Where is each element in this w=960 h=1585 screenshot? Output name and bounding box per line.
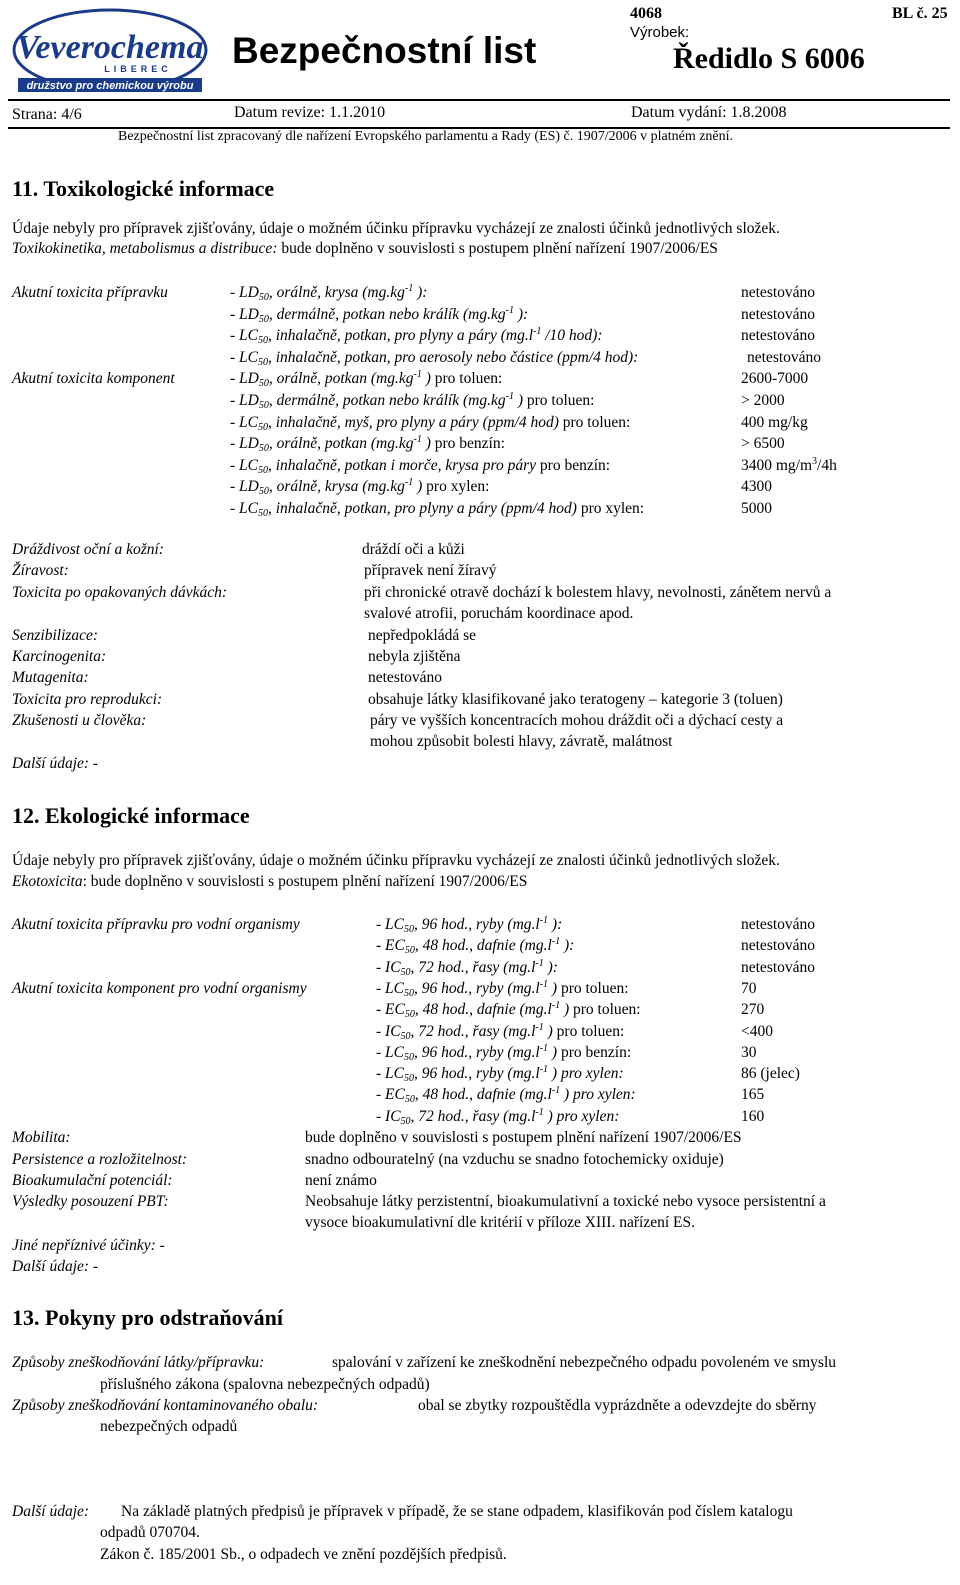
- property-value: netestováno: [368, 669, 443, 686]
- toxicity-row: - $LC_{50}$, inhalačně, potkan i morče, krysa pro páry pro benzín:: [230, 456, 611, 476]
- bl-number: BL č. 25: [892, 5, 948, 22]
- toxicity-value: netestováno: [741, 284, 816, 301]
- s12-ecotoxicity: Ekotoxicita: bude doplněno v souvislosti s postupem plnění nařízení 1907/2006/ES: [12, 873, 528, 890]
- property-label: Persistence a rozložitelnost:: [12, 1151, 188, 1168]
- header-divider-bottom: [8, 127, 950, 129]
- property-label: Mutagenita:: [12, 669, 89, 686]
- toxicity-value: > 2000: [741, 392, 785, 409]
- regulation-note: Bezpečnostní list zpracovaný dle nařízení Evropského parlamentu a Rady (ES) č. 1907/2006 v platném znění.: [118, 129, 734, 144]
- s11-intro: Údaje nebyly pro přípravek zjišťovány, údaje o možném účinku přípravku vycházejí ze znalosti účinků jednotlivých složek.: [12, 220, 780, 237]
- s13-packaging-text-2: nebezpečných odpadů: [100, 1418, 238, 1435]
- property-label: Zkušenosti u člověka:: [12, 712, 147, 729]
- toxicity-value: netestováno: [741, 305, 816, 323]
- property-value: snadno odbouratelný (na vzduchu se snadno fotochemicky oxiduje): [305, 1151, 724, 1168]
- issue-date: Datum vydání: 1.8.2008: [631, 104, 787, 121]
- toxicity-row: - $LC_{50}$, inhalačně, potkan, pro plyny a páry ($mg.l^{-1}$ /10 hod):: [230, 326, 603, 347]
- toxicity-row: - $EC_{50}$, 48 hod., dafnie ($mg.l^{-1}$ ) pro toluen:: [376, 1000, 641, 1021]
- s11-acute-comp-label: Akutní toxicita komponent: [12, 370, 175, 387]
- section-11-title: 11. Toxikologické informace: [12, 176, 275, 201]
- property-value: přípravek není žíravý: [364, 562, 497, 579]
- toxicity-row: - $IC_{50}$, 72 hod., řasy ($mg.l^{-1}$ ) pro xylen:: [376, 1106, 620, 1127]
- s13-other-text-2: odpadů 070704.: [100, 1524, 200, 1541]
- s13-substance-label: Způsoby zneškodňování látky/přípravku:: [12, 1354, 265, 1371]
- property-value: není známo: [305, 1172, 377, 1189]
- property-value: nebyla zjištěna: [368, 648, 461, 665]
- property-label: Výsledky posouzení PBT:: [12, 1193, 169, 1210]
- s12-other: Další údaje: -: [12, 1258, 99, 1275]
- toxicity-value: netestováno: [741, 937, 816, 955]
- property-label: Karcinogenita:: [12, 648, 107, 665]
- toxicity-row: - $LC_{50}$, 96 hod., ryby ($mg.l^{-1}$ ) pro benzín:: [376, 1042, 632, 1063]
- toxicity-row: - $IC_{50}$, 72 hod., řasy ($mg.l^{-1}$ ) pro toluen:: [376, 1021, 625, 1042]
- toxicity-value: 30: [741, 1043, 757, 1061]
- logo-subtitle: družstvo pro chemickou výrobu: [26, 80, 194, 92]
- property-value: páry ve vyšších koncentracích mohou dráždit oči a dýchací cesty a: [370, 712, 784, 729]
- doc-title: Bezpečnostní list: [232, 30, 537, 71]
- s13-other-text: Na základě platných předpisů je přípravek v případě, že se stane odpadem, klasifikován pod číslem katalogu: [121, 1503, 793, 1520]
- toxicity-value: 4300: [741, 478, 772, 496]
- property-value-cont: svalové atrofii, poruchám koordinace apod.: [364, 605, 634, 622]
- doc-number: 4068: [630, 5, 662, 22]
- toxicity-row: - $IC_{50}$, 72 hod., řasy ($mg.l^{-1}$ ):: [376, 957, 558, 978]
- toxicity-row: - $LD_{50}$, orálně, potkan ($mg.kg^{-1}$ ) pro benzín:: [230, 434, 505, 455]
- toxicity-row: - $LD_{50}$, orálně, krysa ($mg.kg^{-1}$ ) pro xylen:: [230, 477, 490, 498]
- s11-other: Další údaje: -: [12, 755, 99, 772]
- property-label: Toxicita po opakovaných dávkách:: [12, 584, 228, 601]
- property-label: Bioakumulační potenciál:: [12, 1172, 173, 1189]
- section-12-title: 12. Ekologické informace: [12, 803, 250, 828]
- toxicity-value: netestováno: [741, 327, 816, 345]
- toxicity-row: - $LC_{50}$, inhalačně, potkan, pro aerosoly nebo částice (ppm/4 hod):: [230, 348, 639, 368]
- product-label: Výrobek:: [630, 24, 690, 41]
- s13-other-label: Další údaje:: [12, 1503, 90, 1520]
- s13-packaging-text: obal se zbytky rozpouštědla vyprázdněte a odevzdejte do sběrny: [418, 1397, 817, 1414]
- company-logo: [10, 4, 210, 99]
- property-value: dráždí oči a kůži: [362, 541, 465, 558]
- toxicity-value: <400: [741, 1022, 773, 1040]
- property-label: Mobilita:: [12, 1129, 71, 1146]
- property-value: bude doplněno v souvislosti s postupem plnění nařízení 1907/2006/ES: [305, 1129, 742, 1146]
- toxicity-value: 86 (jelec): [741, 1065, 800, 1083]
- property-value: při chronické otravě dochází k bolestem hlavy, nevolnosti, zánětem nervů a: [364, 584, 832, 601]
- property-label: Žíravost:: [12, 562, 69, 579]
- toxicity-value: 2600-7000: [741, 370, 809, 388]
- toxicity-value: 270: [741, 1001, 765, 1019]
- product-name: Ředidlo S 6006: [673, 42, 865, 75]
- toxicity-row: - $LD_{50}$, orálně, krysa ($mg.kg^{-1}$ ):: [230, 283, 428, 303]
- toxicity-value: 3400 $mg/m^3/4h$: [741, 455, 837, 474]
- toxicity-value: 5000: [741, 500, 772, 517]
- toxicity-value: 70: [741, 979, 757, 997]
- s11-acute-prep-label: Akutní toxicita přípravku: [12, 284, 168, 301]
- s12-acute-prep-label: Akutní toxicita přípravku pro vodní organismy: [12, 916, 300, 933]
- toxicity-row: - $LC_{50}$, 96 hod., ryby ($mg.l^{-1}$ ) pro xylen:: [376, 1064, 624, 1085]
- s13-substance-text: spalování v zařízení ke zneškodnění nebezpečného odpadu povoleném ve smyslu: [332, 1354, 837, 1371]
- s12-acute-comp-label: Akutní toxicita komponent pro vodní organismy: [12, 980, 307, 997]
- property-value: nepředpokládá se: [368, 627, 477, 644]
- property-value: obsahuje látky klasifikované jako teratogeny – kategorie 3 (toluen): [368, 691, 783, 708]
- s13-packaging-label: Způsoby zneškodňování kontaminovaného obalu:: [12, 1397, 319, 1414]
- toxicity-value: netestováno: [747, 348, 822, 366]
- section-13-title: 13. Pokyny pro odstraňování: [12, 1305, 283, 1330]
- toxicity-value: 160: [741, 1107, 765, 1125]
- header-divider: [8, 99, 950, 101]
- toxicity-row: - $LD_{50}$, dermálně, potkan nebo králík ($mg.kg^{-1}$ ):: [230, 304, 529, 325]
- logo-city: LIBEREC: [104, 64, 172, 74]
- property-label: Senzibilizace:: [12, 627, 99, 644]
- toxicity-value: > 6500: [741, 435, 785, 453]
- revision-date: Datum revize: 1.1.2010: [234, 104, 386, 121]
- s13-other-text-3: Zákon č. 185/2001 Sb., o odpadech ve znění pozdějších předpisů.: [100, 1546, 507, 1563]
- toxicity-row: - $EC_{50}$, 48 hod., dafnie ($mg.l^{-1}$ ):: [376, 936, 575, 957]
- logo-text: Veverochema: [16, 29, 204, 66]
- toxicity-row: - $EC_{50}$, 48 hod., dafnie ($mg.l^{-1}$ ) pro xylen:: [376, 1085, 636, 1106]
- property-label: Toxicita pro reprodukci:: [12, 691, 163, 708]
- toxicity-value: 165: [741, 1086, 765, 1104]
- s11-toxicokinetics: Toxikokinetika, metabolismus a distribuce: bude doplněno v souvislosti s postupem plnění nařízení 1907/2006/ES: [12, 240, 718, 257]
- toxicity-row: - $LD_{50}$, orálně, potkan ($mg.kg^{-1}$ ) pro toluen:: [230, 369, 503, 390]
- toxicity-row: - $LC_{50}$, inhalačně, potkan, pro plyny a páry (ppm/4 hod) pro xylen:: [230, 500, 645, 519]
- property-value-cont: mohou způsobit bolesti hlavy, závratě, malátnost: [370, 733, 673, 750]
- property-value: Neobsahuje látky perzistentní, bioakumulativní a toxické nebo vysoce persistentní a: [305, 1193, 826, 1210]
- property-label: Dráždivost oční a kožní:: [12, 541, 164, 558]
- toxicity-value: netestováno: [741, 958, 816, 976]
- toxicity-row: - $LC_{50}$, 96 hod., ryby ($mg.l^{-1}$ ) pro toluen:: [376, 978, 629, 999]
- property-value-cont: vysoce bioakumulativní dle kritérií v příloze XIII. nařízení ES.: [305, 1214, 695, 1231]
- s12-other-effects: Jiné nepříznivé účinky: -: [12, 1237, 165, 1254]
- toxicity-row: - $LC_{50}$, inhalačně, myš, pro plyny a páry (ppm/4 hod) pro toluen:: [230, 413, 631, 433]
- page-number: Strana: 4/6: [12, 106, 82, 123]
- s12-intro: Údaje nebyly pro přípravek zjišťovány, údaje o možném účinku přípravku vycházejí ze znalosti účinků jednotlivých složek.: [12, 852, 780, 869]
- toxicity-row: - $LC_{50}$, 96 hod., ryby ($mg.l^{-1}$ ):: [376, 915, 563, 935]
- s13-substance-text-2: příslušného zákona (spalovna nebezpečných odpadů): [100, 1376, 430, 1393]
- toxicity-value: netestováno: [741, 916, 816, 933]
- toxicity-value: 400 mg/kg: [741, 413, 808, 431]
- toxicity-row: - $LD_{50}$, dermálně, potkan nebo králík ($mg.kg^{-1}$ ) pro toluen:: [230, 391, 595, 411]
